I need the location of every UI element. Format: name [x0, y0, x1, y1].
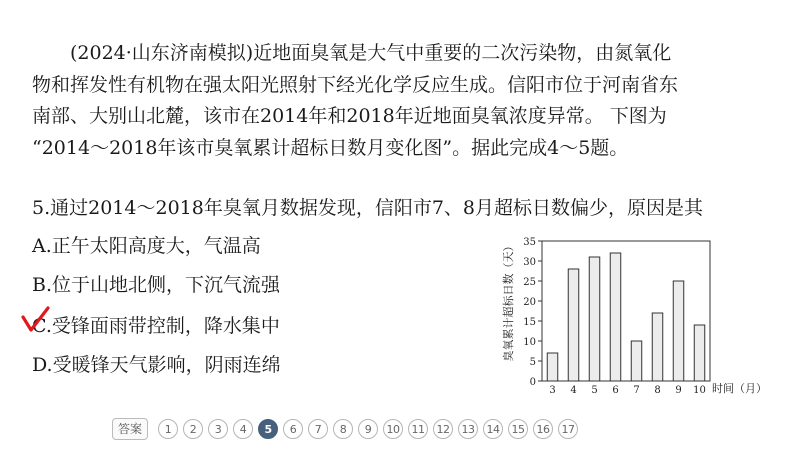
page-button-4[interactable]: 4 — [233, 419, 253, 439]
page-list — [158, 419, 578, 439]
x-tick-label: 3 — [549, 385, 556, 396]
page-button-7[interactable]: 7 — [308, 419, 328, 439]
bar-month-7 — [631, 341, 642, 381]
passage-line: 南部、大别山北麓，该市在2014年和2018年近地面臭氧浓度异常。 下图为 — [32, 105, 667, 127]
y-axis-label: 臭氧累计超标日数（天） — [502, 240, 515, 362]
y-tick-label: 10 — [523, 337, 536, 348]
x-axis-label: 时间（月） — [712, 382, 767, 395]
page-button-2[interactable]: 2 — [183, 419, 203, 439]
answer-label: 答案 — [112, 418, 148, 440]
page-button-5[interactable]: 5 — [258, 419, 278, 439]
question-nav — [112, 418, 578, 440]
page-button-10[interactable]: 10 — [383, 419, 403, 439]
bar-month-3 — [547, 353, 558, 381]
page-button-6[interactable]: 6 — [283, 419, 303, 439]
passage-line: “2014～2018年该市臭氧累计超标日数月变化图”。据此完成4～5题。 — [32, 136, 629, 159]
page-button-1[interactable]: 1 — [158, 419, 178, 439]
question-stem: 5.通过2014～2018年臭氧月数据发现，信阳市7、8月超标日数偏少，原因是其 — [32, 197, 704, 219]
ozone-chart — [498, 233, 778, 403]
bar-month-9 — [673, 281, 684, 381]
passage-line: (2024·山东济南模拟)近地面臭氧是大气中重要的二次污染物，由氮氧化 — [70, 42, 672, 64]
y-tick-label: 0 — [529, 377, 536, 388]
bar-month-4 — [568, 269, 579, 381]
passage — [32, 38, 777, 164]
y-tick-label: 25 — [523, 277, 536, 288]
y-tick-label: 5 — [529, 357, 536, 368]
plot-frame — [542, 241, 710, 381]
bar-month-6 — [610, 253, 621, 381]
page-button-9[interactable]: 9 — [358, 419, 378, 439]
page-button-11[interactable]: 11 — [408, 419, 428, 439]
page-button-13[interactable]: 13 — [458, 419, 478, 439]
option-a[interactable]: A.正午太阳高度大，气温高 — [32, 235, 261, 257]
page-button-16[interactable]: 16 — [533, 419, 553, 439]
bar-month-5 — [589, 257, 600, 381]
x-tick-label: 7 — [633, 385, 640, 396]
chart-svg — [498, 233, 778, 403]
page-button-12[interactable]: 12 — [433, 419, 453, 439]
page-button-15[interactable]: 15 — [508, 419, 528, 439]
bar-month-10 — [694, 325, 705, 381]
x-tick-label: 8 — [654, 385, 661, 396]
y-tick-label: 35 — [523, 237, 536, 248]
option-c[interactable]: C.受锋面雨带控制，降水集中 — [32, 315, 280, 337]
x-tick-label: 10 — [693, 385, 706, 396]
x-tick-label: 9 — [675, 385, 682, 396]
page-button-3[interactable]: 3 — [208, 419, 228, 439]
page-button-8[interactable]: 8 — [333, 419, 353, 439]
bar-month-8 — [652, 313, 663, 381]
page-button-14[interactable]: 14 — [483, 419, 503, 439]
checkmark-icon — [18, 305, 52, 335]
x-tick-label: 5 — [591, 385, 598, 396]
option-b[interactable]: B.位于山地北侧，下沉气流强 — [32, 274, 281, 296]
y-tick-label: 20 — [523, 297, 536, 308]
option-d[interactable]: D.受暖锋天气影响，阴雨连绵 — [32, 354, 281, 376]
x-tick-label: 4 — [570, 385, 577, 396]
y-tick-label: 15 — [523, 317, 536, 328]
passage-line: 物和挥发性有机物在强太阳光照射下经光化学反应生成。信阳市位于河南省东 — [32, 73, 679, 96]
y-tick-label: 30 — [523, 257, 536, 268]
page-button-17[interactable]: 17 — [558, 419, 578, 439]
x-tick-label: 6 — [612, 385, 619, 396]
